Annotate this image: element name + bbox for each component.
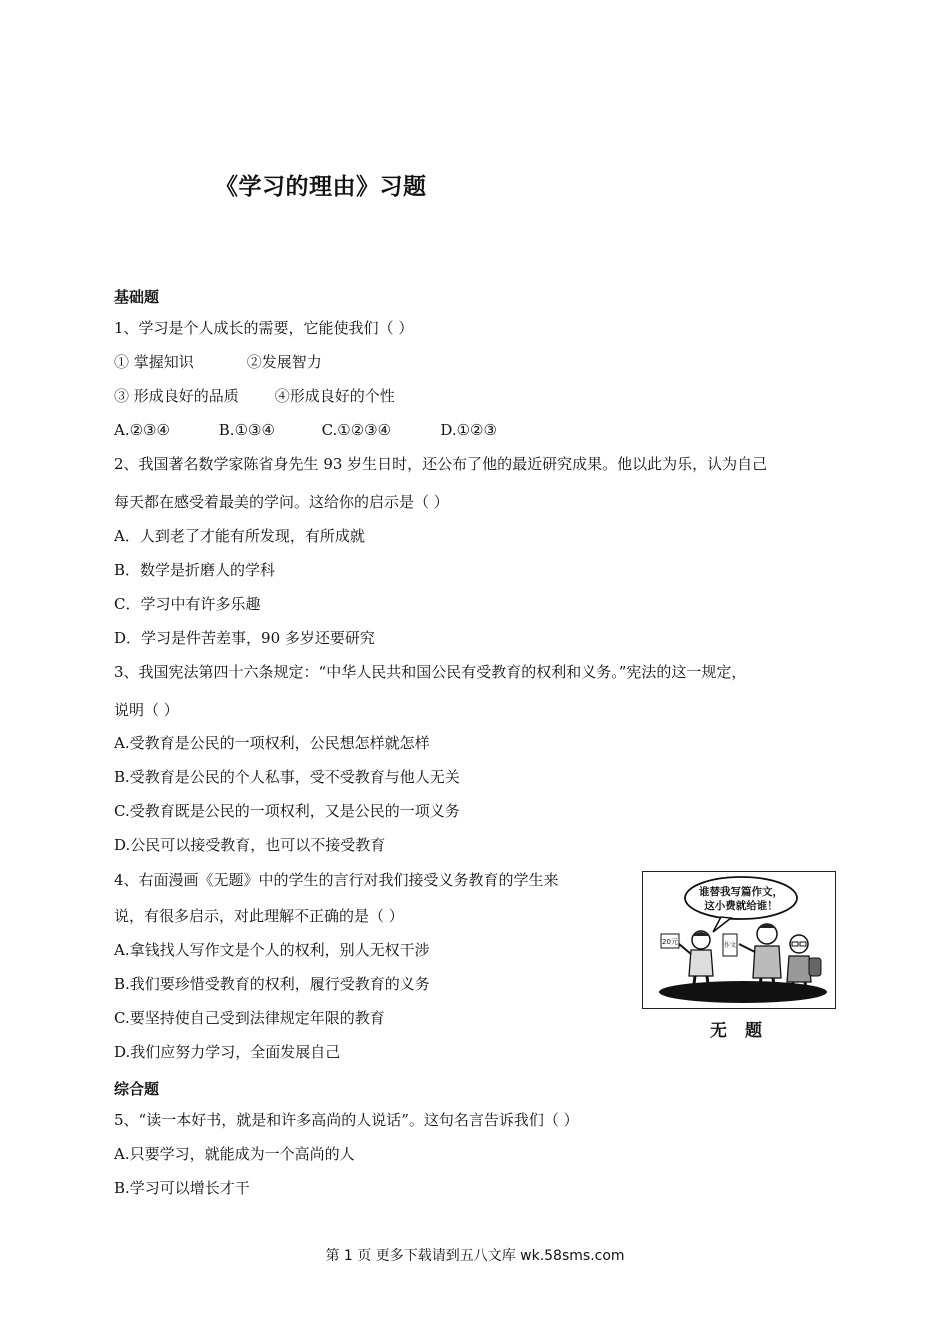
- question-2-stem-line1: 2、我国著名数学家陈省身先生 93 岁生日时，还公布了他的最近研究成果。他以此为乐，认为自己: [114, 455, 768, 473]
- q1-item-1: ① 掌握知识: [114, 353, 194, 371]
- question-2-option-d: D．学习是件苦差事，90 多岁还要研究: [114, 629, 375, 647]
- question-4-stem-line1: 4、右面漫画《无题》中的学生的言行对我们接受义务教育的学生来: [114, 871, 559, 889]
- money-label: 20元: [662, 938, 678, 946]
- page-title: 《学习的理由》习题: [215, 174, 427, 200]
- q1-item-4: ④形成良好的个性: [274, 387, 395, 405]
- question-5-option-a: A.只要学习，就能成为一个高尚的人: [114, 1145, 355, 1163]
- cartoon-drawing: [643, 872, 835, 1008]
- section-heading-comprehensive: 综合题: [114, 1080, 160, 1098]
- question-3-option-c: C.受教育既是公民的一项权利，又是公民的一项义务: [114, 802, 460, 820]
- paper-label: 作文: [723, 942, 737, 949]
- question-1-items-row2: [114, 386, 395, 406]
- question-4-option-b: B.我们要珍惜受教育的权利，履行受教育的义务: [114, 975, 430, 993]
- question-5-option-b: B.学习可以增长才干: [114, 1179, 250, 1197]
- q1-option-a: A.②③④: [114, 421, 170, 439]
- question-2-option-c: C．学习中有许多乐趣: [114, 595, 261, 613]
- essay-paper: [723, 934, 737, 956]
- cartoon-caption: 无 题: [710, 1021, 768, 1041]
- question-3-option-a: A.受教育是公民的一项权利，公民想怎样就怎样: [114, 734, 430, 752]
- ground-shadow: [659, 981, 827, 1003]
- question-3-option-d: D.公民可以接受教育，也可以不接受教育: [114, 836, 386, 854]
- question-2-option-a: A．人到老了才能有所发现，有所成就: [114, 527, 365, 545]
- speech-line-1: 谁替我写篇作文，: [699, 886, 783, 898]
- question-4-stem-line2: 说，有很多启示，对此理解不正确的是（ ）: [114, 907, 404, 925]
- speech-bubble: [685, 877, 797, 919]
- speech-line-2: 这小费就给谁！: [704, 900, 778, 912]
- question-5-stem: 5、“读一本好书，就是和许多高尚的人说话”。这句名言告诉我们（ ）: [114, 1111, 579, 1129]
- question-1-items-row1: [114, 352, 322, 372]
- q1-option-c: C.①②③④: [321, 421, 392, 439]
- question-3-stem-line1: 3、我国宪法第四十六条规定：“中华人民共和国公民有受教育的权利和义务。”宪法的这一规定，: [114, 663, 747, 681]
- question-3-option-b: B.受教育是公民的个人私事，受不受教育与他人无关: [114, 768, 460, 786]
- q1-option-b: B.①③④: [218, 421, 275, 439]
- question-2-stem-line2: 每天都在感受着最美的学问。这给你的启示是（ ）: [114, 493, 449, 511]
- question-4-option-c: C.要坚持使自己受到法律规定年限的教育: [114, 1009, 385, 1027]
- cartoon-illustration: [642, 871, 836, 1009]
- q1-option-d: D.①②③: [440, 421, 497, 439]
- question-4-option-a: A.拿钱找人写作文是个人的权利，别人无权干涉: [114, 941, 430, 959]
- q1-item-3: ③ 形成良好的品质: [114, 387, 239, 405]
- q1-item-2: ②发展智力: [246, 353, 322, 371]
- question-4-option-d: D.我们应努力学习，全面发展自己: [114, 1043, 341, 1061]
- question-1-stem: 1、学习是个人成长的需要，它能使我们（ ）: [114, 319, 414, 337]
- question-1-options: [114, 420, 497, 440]
- page-footer: 第 1 页 更多下载请到五八文库 wk.58sms.com: [325, 1248, 625, 1264]
- section-heading-basic: 基础题: [114, 288, 160, 306]
- question-2-option-b: B．数学是折磨人的学科: [114, 561, 276, 579]
- question-3-stem-line2: 说明（ ）: [114, 701, 179, 719]
